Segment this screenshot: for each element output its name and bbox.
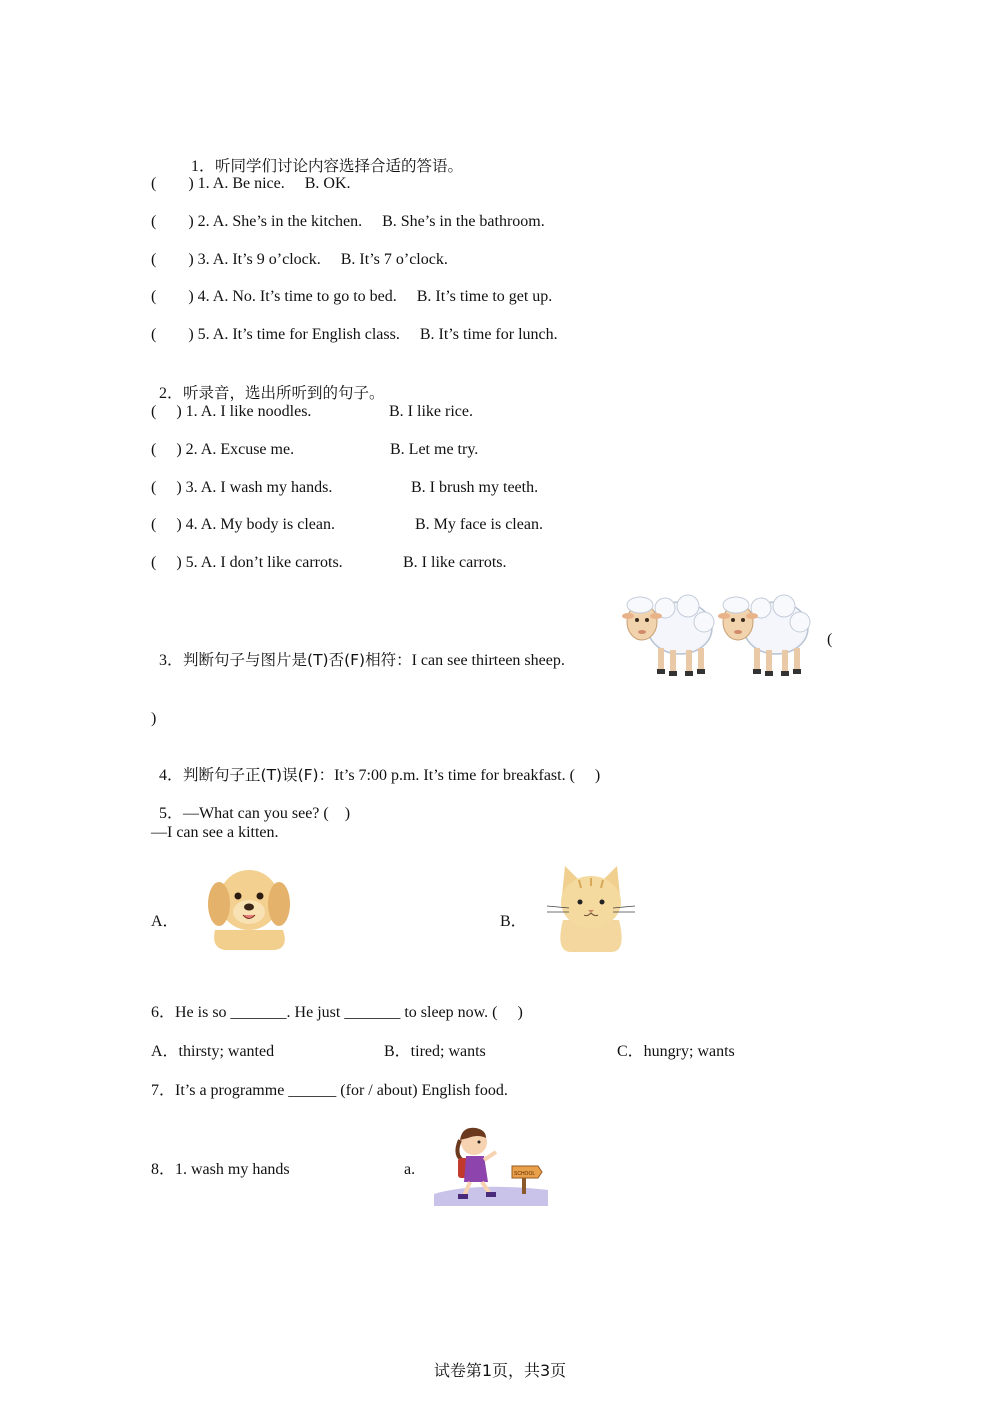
s2-item-3-b: B. I brush my teeth. (411, 479, 539, 496)
q5-question (151, 784, 350, 824)
s1-item-2: ( ) 2. A. She’s in the kitchen. B. She’s in the bathroom. (151, 213, 545, 230)
s1-item-1: ( ) 1. A. Be nice. B. OK. (151, 175, 351, 192)
q3-text (151, 630, 565, 671)
q3-sentence: I can see thirteen sheep. (411, 652, 565, 669)
dog-icon (208, 870, 290, 950)
puppy-image (205, 860, 293, 952)
s2-item-2-a: ( ) 2. A. Excuse me. (151, 441, 295, 458)
q3-answer-close: ) (151, 710, 157, 727)
q3-answer-open: ( (827, 631, 833, 648)
q5-question-text: —What can you see? ( ) (183, 805, 351, 822)
q6-option-b: B．tired; wants (384, 1043, 486, 1060)
s2-item-5-b: B. I like carrots. (403, 554, 507, 571)
s1-item-3: ( ) 3. A. It’s 9 o’clock. B. It’s 7 o’clock. (151, 251, 448, 268)
page-footer: 试卷第1页，共3页 (433, 1361, 567, 1380)
section-1-instruction: 听同学们讨论内容选择合适的答语。 (215, 157, 464, 175)
q8-item-1: 8．1. wash my hands (151, 1161, 290, 1178)
q7-question: 7．It’s a programme ______ (for / about) English food. (151, 1082, 508, 1099)
s2-item-4-a: ( ) 4. A. My body is clean. (151, 516, 335, 533)
q5-option-b-label: B． (500, 913, 527, 930)
school-sign-text: SCHOOL (514, 1171, 536, 1177)
girl-going-to-school-image (434, 1124, 548, 1206)
kitten-image (545, 862, 637, 954)
sheep-icon (622, 595, 714, 676)
section-1-number: 1． (191, 158, 216, 175)
s2-item-4-b: B. My face is clean. (415, 516, 543, 533)
s1-item-5: ( ) 5. A. It’s time for English class. B. It’s time for lunch. (151, 326, 558, 343)
s2-item-5-a: ( ) 5. A. I don’t like carrots. (151, 554, 343, 571)
q3-number: 3． (159, 652, 184, 669)
q4-number: 4． (159, 767, 184, 784)
q6-option-a: A．thirsty; wanted (151, 1043, 275, 1060)
section-1-heading (183, 136, 463, 177)
q4-text (151, 745, 600, 786)
s1-item-4: ( ) 4. A. No. It’s time to go to bed. B. It’s time to get up. (151, 288, 553, 305)
q6-option-c: C．hungry; wants (617, 1043, 735, 1060)
q5-option-a-label: A． (151, 913, 179, 930)
s2-item-1-a: ( ) 1. A. I like noodles. (151, 403, 312, 420)
sheep-image (620, 586, 820, 678)
cat-icon (547, 866, 635, 952)
section-2-number: 2． (159, 385, 184, 402)
section-2-instruction: 听录音，选出所听到的句子。 (183, 384, 385, 402)
q5-number: 5． (159, 805, 184, 822)
q3-instruction: 判断句子与图片是(T)否(F)相符： (183, 651, 412, 669)
s2-item-1-b: B. I like rice. (389, 403, 473, 420)
sheep-icon (718, 595, 810, 676)
q4-sentence: It’s 7:00 p.m. It’s time for breakfast. ( ) (334, 767, 601, 784)
q4-instruction: 判断句子正(T)误(F)： (183, 766, 335, 784)
section-2-heading (151, 363, 385, 404)
q8-option-a-label: a. (404, 1161, 416, 1178)
q5-answer: —I can see a kitten. (151, 824, 279, 841)
s2-item-3-a: ( ) 3. A. I wash my hands. (151, 479, 333, 496)
q6-question: 6．He is so _______. He just _______ to sleep now. ( ) (151, 1004, 523, 1021)
s2-item-2-b: B. Let me try. (390, 441, 479, 458)
